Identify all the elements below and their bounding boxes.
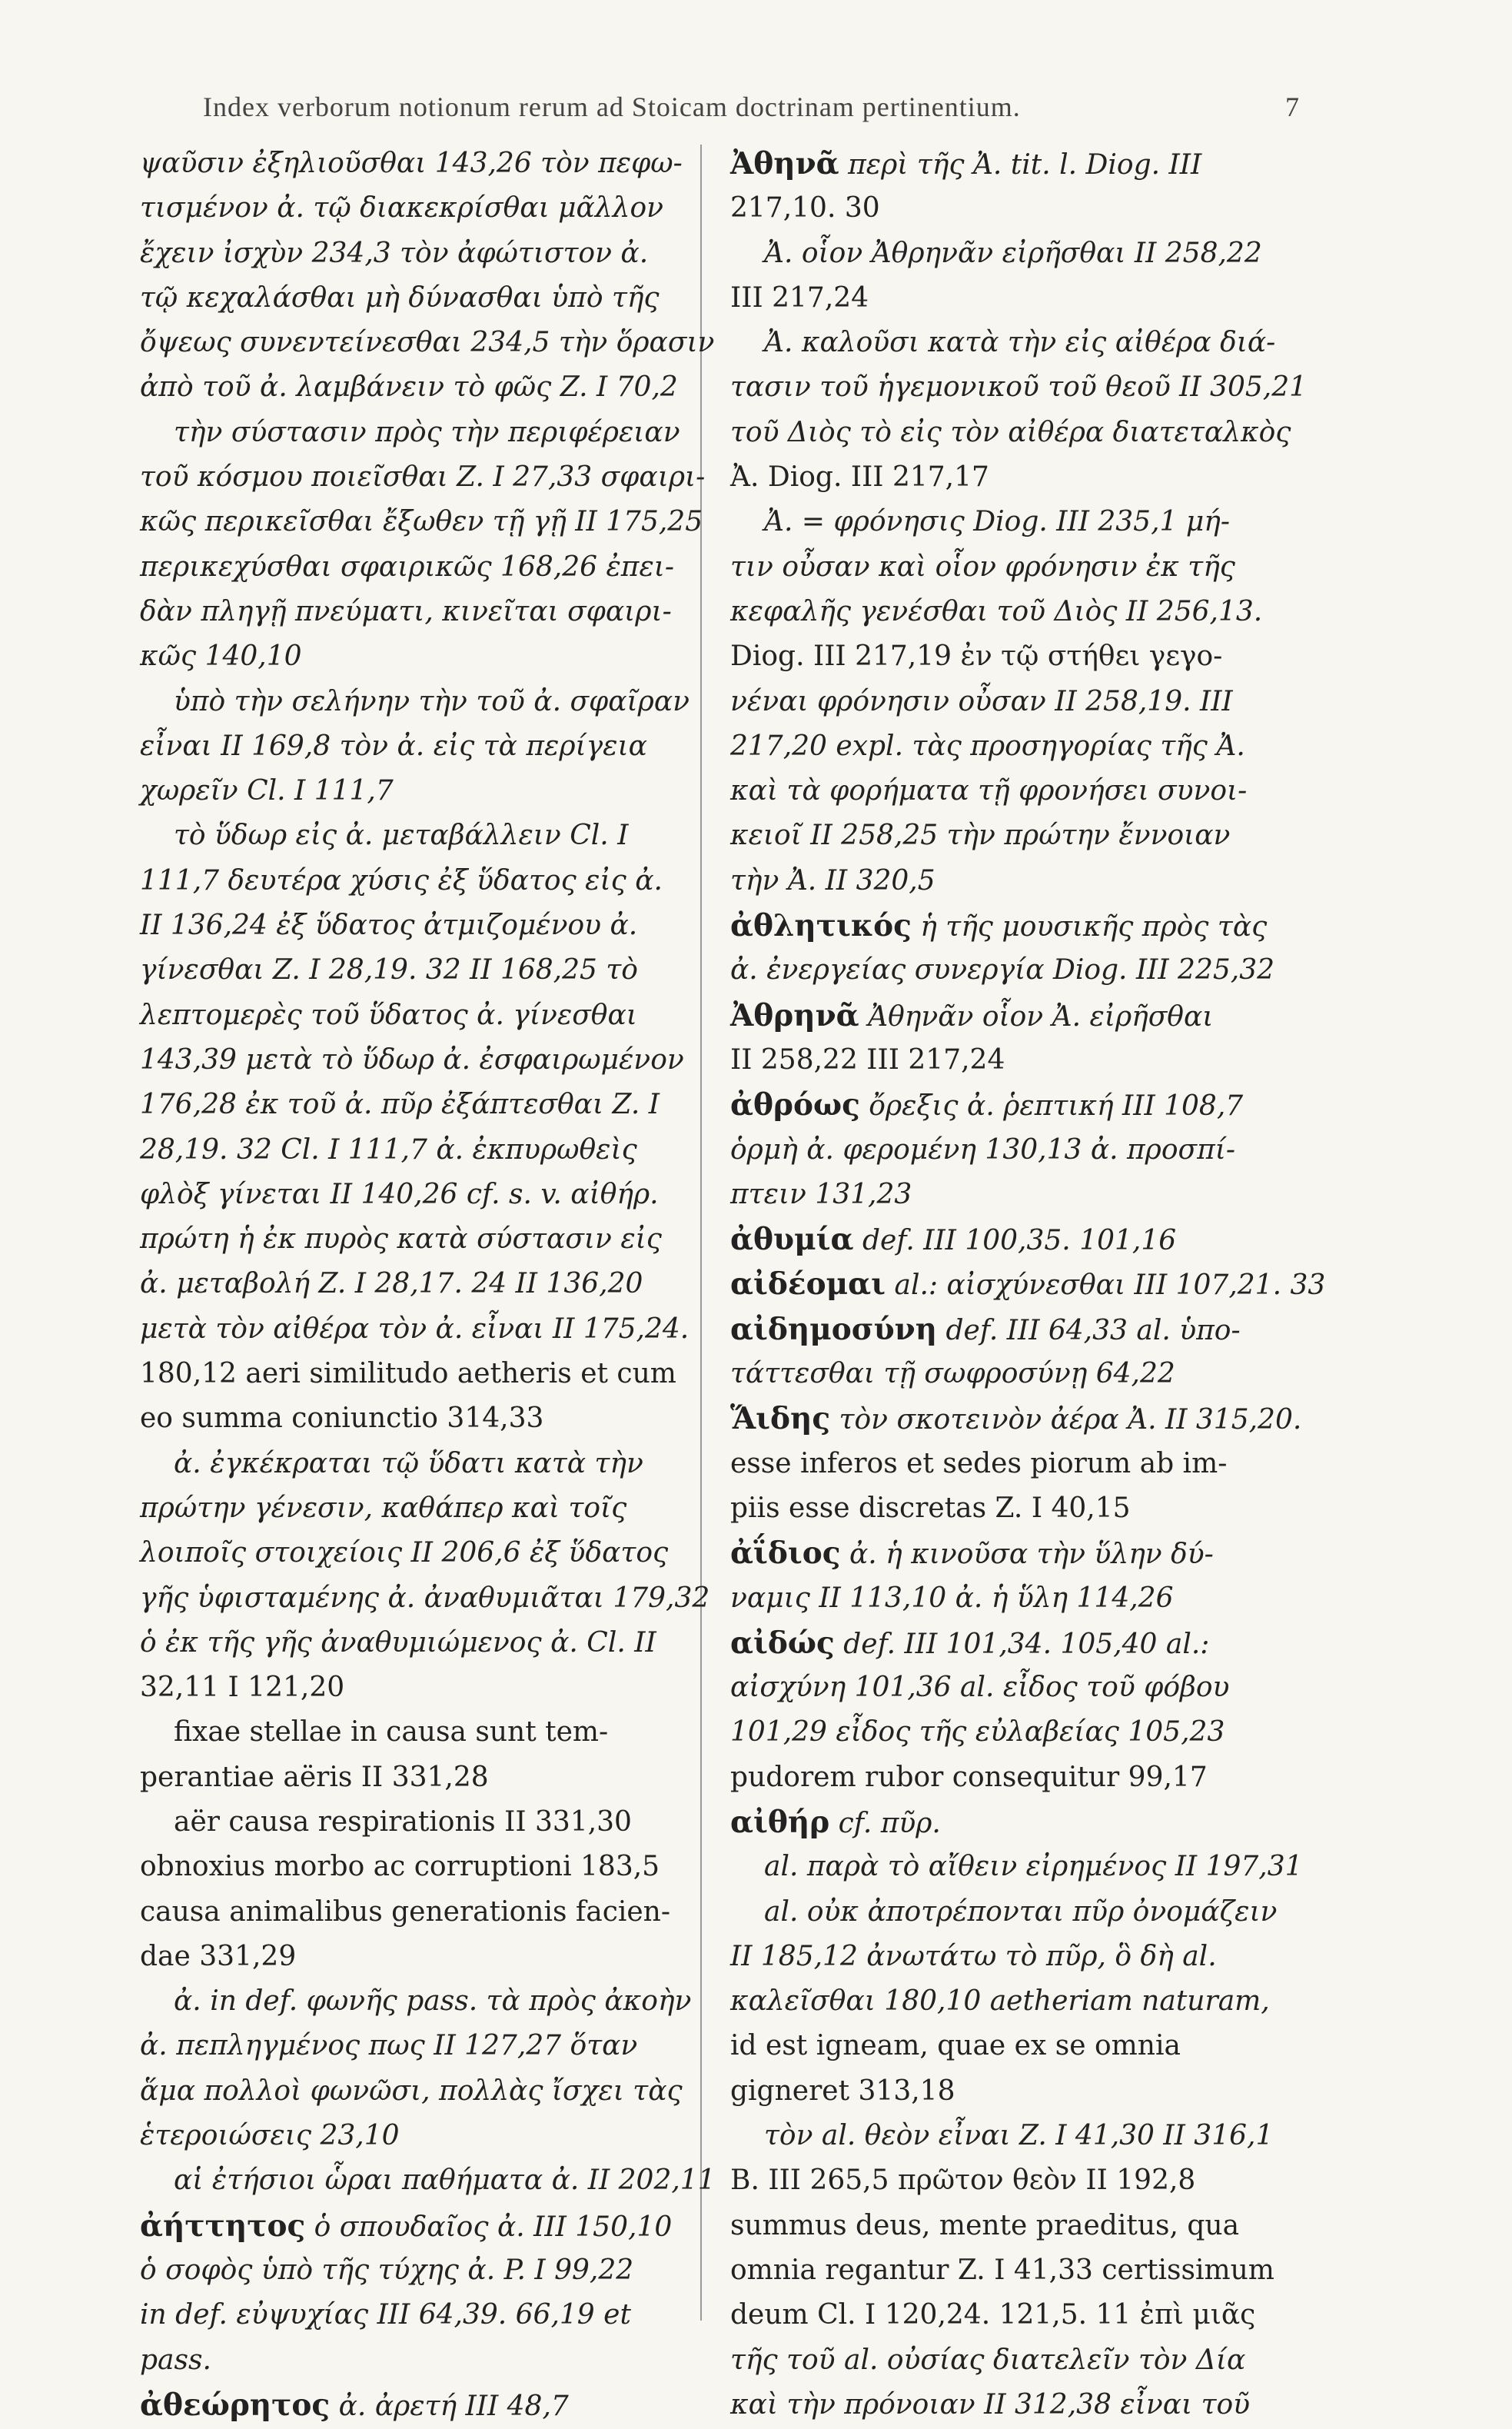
index-text-line bbox=[140, 590, 730, 634]
entry-text: αἰσχύνη 101,36 al. εἶδος τοῦ φόβου bbox=[730, 1672, 1230, 1704]
index-text-line bbox=[140, 500, 730, 544]
entry-text: III 217,24 bbox=[730, 281, 869, 314]
index-text-line bbox=[730, 1576, 1322, 1621]
index-text-line bbox=[140, 186, 730, 231]
entry-text: κειοῖ II 258,25 τὴν πρώτην ἔννοιαν bbox=[730, 820, 1231, 852]
page-number: 7 bbox=[1285, 92, 1299, 122]
entry-text: τῆς τοῦ al. οὐσίας διατελεῖν τὸν Δία bbox=[730, 2344, 1246, 2376]
entry-text: ὑπὸ τὴν σελήνην τὴν τοῦ ἀ. σφαῖραν bbox=[174, 685, 690, 717]
index-text-line bbox=[730, 365, 1322, 410]
index-text-line bbox=[140, 993, 730, 1038]
index-text-line bbox=[140, 2248, 730, 2293]
entry-text: ἀ. ἀρετή III 48,7 bbox=[330, 2390, 569, 2422]
entry-text: ἀ. ἐγκέκραται τῷ ὕδατι κατὰ τὴν bbox=[174, 1447, 643, 1479]
index-entry-line bbox=[730, 1531, 1322, 1576]
entry-text: ἀ. ἡ κινοῦσα τὴν ὕλην δύ- bbox=[840, 1539, 1214, 1571]
index-text-line bbox=[730, 2338, 1322, 2383]
index-text-line bbox=[140, 1890, 730, 1935]
entry-text: cf. πῦρ. bbox=[829, 1807, 941, 1839]
index-text-line bbox=[730, 1173, 1322, 1217]
entry-text: ἀπὸ τοῦ ἀ. λαμβάνειν τὸ φῶς Z. I 70,2 bbox=[140, 371, 678, 404]
page-header bbox=[0, 91, 1512, 137]
index-text-line bbox=[140, 321, 730, 365]
index-text-line bbox=[730, 2383, 1322, 2427]
headword: ἀήττητος bbox=[140, 2208, 306, 2244]
headword: Ἅιδης bbox=[730, 1401, 831, 1437]
headword: ἀθεώρητος bbox=[140, 2387, 331, 2423]
index-text-line bbox=[140, 1396, 730, 1441]
index-text-line bbox=[730, 724, 1322, 769]
entry-text: πρώτη ἡ ἐκ πυρὸς κατὰ σύστασιν εἰς bbox=[140, 1223, 662, 1256]
entry-text: causa animalibus generationis facien- bbox=[140, 1895, 671, 1928]
index-text-line bbox=[140, 1800, 730, 1845]
entry-text: δὰν πληγῇ πνεύματι, κινεῖται σφαιρι- bbox=[140, 595, 672, 627]
entry-text: def. III 101,34. 105,40 al.: bbox=[834, 1628, 1210, 1660]
entry-text: Ἀ. Diog. III 217,17 bbox=[730, 461, 989, 494]
entry-text: pass. bbox=[140, 2344, 211, 2376]
index-text-line bbox=[730, 859, 1322, 903]
entry-text: deum Cl. I 120,24. 121,5. 11 ἐπὶ μιᾶς bbox=[730, 2299, 1256, 2331]
entry-text: 217,10. 30 bbox=[730, 192, 880, 225]
entry-text: 28,19. 32 Cl. I 111,7 ἀ. ἐκπυρωθεὶς bbox=[140, 1133, 637, 1166]
entry-text: περικεχύσθαι σφαιρικῶς 168,26 ἐπει- bbox=[140, 551, 675, 583]
index-text-line bbox=[730, 814, 1322, 858]
entry-text: πτειν 131,23 bbox=[730, 1178, 912, 1210]
index-text-line bbox=[140, 411, 730, 455]
entry-text: dae 331,29 bbox=[140, 1940, 297, 1972]
headword: αἰθήρ bbox=[730, 1804, 830, 1840]
entry-text: obnoxius morbo ac corruptioni 183,5 bbox=[140, 1851, 660, 1883]
index-text-line bbox=[140, 1173, 730, 1217]
headword: ἀθυμία bbox=[730, 1222, 854, 1258]
entry-text: τάττεσθαι τῇ σωφροσύνῃ 64,22 bbox=[730, 1358, 1175, 1390]
index-text-line bbox=[730, 2158, 1322, 2203]
index-text-line bbox=[730, 680, 1322, 724]
entry-text: λοιποῖς στοιχείοις II 206,6 ἐξ ὕδατος bbox=[140, 1537, 669, 1569]
index-text-line bbox=[730, 545, 1322, 590]
index-entry-line bbox=[730, 1217, 1322, 1262]
entry-text: λεπτομερὲς τοῦ ὕδατος ἀ. γίνεσθαι bbox=[140, 999, 637, 1031]
index-text-line bbox=[140, 2024, 730, 2068]
index-entry-line bbox=[140, 2383, 730, 2427]
index-text-line bbox=[140, 1621, 730, 1665]
index-text-line bbox=[730, 769, 1322, 814]
entry-text: 111,7 δευτέρα χύσις ἐξ ὕδατος εἰς ἀ. bbox=[140, 864, 663, 897]
index-text-line bbox=[140, 1979, 730, 2024]
entry-text: al.: αἰσχύνεσθαι III 107,21. 33 bbox=[886, 1269, 1326, 1302]
entry-text: 180,12 aeri similitudo aetheris et cum bbox=[140, 1358, 676, 1390]
entry-text: pudorem rubor consequitur 99,17 bbox=[730, 1761, 1208, 1793]
index-text-line bbox=[140, 2338, 730, 2383]
index-text-line bbox=[730, 276, 1322, 321]
entry-text: ψαῦσιν ἐξηλιοῦσθαι 143,26 τὸν πεφω- bbox=[140, 148, 683, 179]
index-text-line bbox=[140, 1665, 730, 1710]
index-text-line bbox=[140, 1352, 730, 1396]
index-text-line bbox=[730, 231, 1322, 276]
entry-text: τισμένον ἀ. τῷ διακεκρίσθαι μᾶλλον bbox=[140, 192, 664, 225]
entry-text: τασιν τοῦ ἡγεμονικοῦ τοῦ θεοῦ II 305,21 bbox=[730, 371, 1308, 404]
entry-text: ἀ. ἐνεργείας συνεργία Diog. III 225,32 bbox=[730, 954, 1275, 987]
entry-text: εἶναι II 169,8 τὸν ἀ. εἰς τὰ περίγεια bbox=[140, 730, 647, 762]
headword: αἰδέομαι bbox=[730, 1266, 886, 1303]
index-text-line bbox=[730, 1935, 1322, 1979]
entry-text: ναμις II 113,10 ἀ. ἡ ὕλη 114,26 bbox=[730, 1582, 1174, 1614]
index-text-line bbox=[730, 634, 1322, 679]
entry-text: def. III 100,35. 101,16 bbox=[853, 1225, 1177, 1257]
index-text-line bbox=[730, 455, 1322, 500]
entry-text: piis esse discretas Z. I 40,15 bbox=[730, 1492, 1131, 1524]
entry-text: ἀ. πεπληγμένος πως II 127,27 ὅταν bbox=[140, 2030, 638, 2062]
index-text-line bbox=[730, 1038, 1322, 1083]
index-text-line bbox=[140, 231, 730, 276]
entry-text: al. οὐκ ἀποτρέπονται πῦρ ὀνομάζειν bbox=[764, 1895, 1278, 1928]
entry-text: Ἀθηνᾶν οἷον Ἀ. εἰρῆσθαι bbox=[859, 1000, 1214, 1033]
entry-text: ὁ ἐκ τῆς γῆς ἀναθυμιώμενος ἀ. Cl. II bbox=[140, 1626, 656, 1659]
entry-text: καλεῖσθαι 180,10 aetheriam naturam, bbox=[730, 1985, 1270, 2018]
entry-text: fixae stellae in causa sunt tem- bbox=[174, 1716, 609, 1749]
index-text-line bbox=[730, 2069, 1322, 2114]
entry-text: Diog. III 217,19 ἐν τῷ στήθει γεγο- bbox=[730, 641, 1223, 673]
index-text-line bbox=[140, 1083, 730, 1127]
headword: ἀθλητικός bbox=[730, 908, 912, 944]
index-text-line bbox=[140, 634, 730, 679]
entry-text: Ἀ. οἷον Ἀθρηνᾶν εἰρῆσθαι II 258,22 bbox=[764, 237, 1262, 269]
index-text-line bbox=[730, 1845, 1322, 1889]
headword: Ἀθρηνᾶ bbox=[730, 997, 859, 1033]
entry-text: eo summa coniunctio 314,33 bbox=[140, 1402, 544, 1435]
entry-text: ὁρμὴ ἀ. φερομένη 130,13 ἀ. προσπί- bbox=[730, 1133, 1236, 1166]
index-text-line bbox=[140, 545, 730, 590]
entry-text: κῶς 140,10 bbox=[140, 641, 302, 673]
index-text-line bbox=[140, 2158, 730, 2203]
index-entry-line bbox=[730, 993, 1322, 1038]
entry-text: esse inferos et sedes piorum ab im- bbox=[730, 1447, 1228, 1479]
index-text-line bbox=[140, 680, 730, 724]
index-text-line bbox=[730, 321, 1322, 365]
index-entry-line bbox=[730, 1396, 1322, 1441]
entry-text: Ἀ. = φρόνησις Diog. III 235,1 μή- bbox=[764, 506, 1231, 538]
entry-text: χωρεῖν Cl. I 111,7 bbox=[140, 775, 394, 807]
entry-text: φλὸξ γίνεται II 140,26 cf. s. v. αἰθήρ. bbox=[140, 1178, 659, 1210]
entry-text: ὁ σπουδαῖος ἀ. III 150,10 bbox=[305, 2211, 673, 2243]
headword: αἰδώς bbox=[730, 1625, 835, 1661]
entry-text: πρώτην γένεσιν, καθάπερ καὶ τοῖς bbox=[140, 1492, 627, 1524]
headword: αἰδημοσύνη bbox=[730, 1311, 938, 1347]
entry-text: perantiae aëris II 331,28 bbox=[140, 1761, 489, 1793]
index-entry-line bbox=[730, 1307, 1322, 1352]
entry-text: μετὰ τὸν αἰθέρα τὸν ἀ. εἶναι II 175,24. bbox=[140, 1313, 690, 1345]
index-text-line bbox=[140, 1307, 730, 1352]
entry-text: τοῦ Διὸς τὸ εἰς τὸν αἰθέρα διατεταλκὸς bbox=[730, 416, 1291, 448]
index-text-line bbox=[730, 2204, 1322, 2248]
entry-text: γίνεσθαι Z. I 28,19. 32 II 168,25 τὸ bbox=[140, 954, 638, 987]
entry-text: τὴν Ἀ. II 320,5 bbox=[730, 864, 935, 897]
entry-text: τῷ κεχαλάσθαι μὴ δύνασθαι ὑπὸ τῆς bbox=[140, 281, 660, 314]
entry-text: ἀ. in def. φωνῆς pass. τὰ πρὸς ἀκοὴν bbox=[174, 1985, 692, 2018]
index-text-line bbox=[140, 859, 730, 903]
entry-text: def. III 64,33 al. ὑπο- bbox=[937, 1314, 1241, 1346]
running-title: Index verborum notionum rerum ad Stoicam doctrinam pertinentium. bbox=[203, 92, 1021, 122]
index-text-line bbox=[730, 2293, 1322, 2337]
index-text-line bbox=[730, 1755, 1322, 1800]
index-text-line bbox=[730, 1665, 1322, 1710]
entry-text: Ἀ. καλοῦσι κατὰ τὴν εἰς αἰθέρα διά- bbox=[764, 327, 1276, 359]
index-text-line bbox=[140, 455, 730, 500]
entry-text: 176,28 ἐκ τοῦ ἀ. πῦρ ἐξάπτεσθαι Z. I bbox=[140, 1089, 660, 1121]
entry-text: 101,29 εἶδος τῆς εὐλαβείας 105,23 bbox=[730, 1716, 1225, 1749]
entry-text: κῶς περικεῖσθαι ἔξωθεν τῇ γῇ II 175,25 bbox=[140, 506, 703, 538]
index-text-line bbox=[730, 1442, 1322, 1486]
index-text-line bbox=[140, 1217, 730, 1262]
index-text-line bbox=[140, 769, 730, 814]
index-text-line bbox=[140, 1531, 730, 1576]
entry-text: B. III 265,5 πρῶτον θεὸν II 192,8 bbox=[730, 2164, 1196, 2197]
entry-text: καὶ τὴν πρόνοιαν II 312,38 εἶναι τοῦ bbox=[730, 2388, 1251, 2421]
index-text-line bbox=[730, 1352, 1322, 1396]
entry-text: γῆς ὑφισταμένης ἀ. ἀναθυμιᾶται 179,32 bbox=[140, 1582, 710, 1614]
entry-text: 32,11 I 121,20 bbox=[140, 1672, 345, 1704]
entry-text: ὄψεως συνεντείνεσθαι 234,5 τὴν ὅρασιν bbox=[140, 327, 715, 359]
index-text-line bbox=[140, 1486, 730, 1531]
index-text-line bbox=[140, 2069, 730, 2114]
entry-text: τὸν σκοτεινὸν ἀέρα Ἀ. II 315,20. bbox=[830, 1404, 1302, 1436]
index-text-line bbox=[730, 2114, 1322, 2158]
index-entry-line bbox=[730, 1083, 1322, 1127]
index-entry-line bbox=[730, 141, 1322, 186]
index-entry-line bbox=[140, 2204, 730, 2248]
right-column bbox=[730, 141, 1326, 2421]
entry-text: gigneret 313,18 bbox=[730, 2075, 955, 2107]
entry-text: νέναι φρόνησιν οὖσαν II 258,19. III bbox=[730, 685, 1233, 717]
index-entry-line bbox=[730, 1262, 1326, 1306]
entry-text: ἡ τῆς μουσικῆς πρὸς τὰς bbox=[911, 911, 1268, 943]
entry-text: 217,20 expl. τὰς προσηγορίας τῆς Ἀ. bbox=[730, 730, 1245, 762]
entry-text: ὄρεξις ἀ. ῥεπτική III 108,7 bbox=[859, 1090, 1244, 1123]
entry-text: τιν οὖσαν καὶ οἷον φρόνησιν ἐκ τῆς bbox=[730, 551, 1235, 583]
index-text-line bbox=[140, 724, 730, 769]
entry-text: omnia regantur Z. I 41,33 certissimum bbox=[730, 2254, 1274, 2286]
index-text-line bbox=[730, 2248, 1322, 2293]
index-text-line bbox=[140, 1262, 730, 1306]
index-entry-line bbox=[730, 1800, 1322, 1845]
index-text-line bbox=[730, 1128, 1322, 1173]
index-text-line bbox=[140, 1128, 730, 1173]
entry-text: id est igneam, quae ex se omnia bbox=[730, 2030, 1181, 2062]
index-text-line bbox=[140, 1038, 730, 1083]
index-text-line bbox=[730, 500, 1322, 544]
entry-text: ἑτεροιώσεις 23,10 bbox=[140, 2120, 400, 2152]
index-text-line bbox=[140, 948, 730, 993]
entry-text: al. παρὰ τὸ αἴθειν εἰρημένος II 197,31 bbox=[764, 1851, 1303, 1883]
index-text-line bbox=[140, 1710, 730, 1755]
entry-text: ἀ. μεταβολή Z. I 28,17. 24 II 136,20 bbox=[140, 1268, 643, 1300]
index-text-line bbox=[730, 186, 1322, 231]
index-text-line bbox=[140, 141, 730, 186]
index-text-line bbox=[140, 1845, 730, 1889]
entry-text: ἅμα πολλοὶ φωνῶσι, πολλὰς ἴσχει τὰς bbox=[140, 2075, 683, 2107]
index-text-line bbox=[140, 1442, 730, 1486]
index-text-line bbox=[140, 903, 730, 948]
entry-text: τοῦ κόσμου ποιεῖσθαι Z. I 27,33 σφαιρι- bbox=[140, 461, 706, 494]
entry-text: 143,39 μετὰ τὸ ὕδωρ ἀ. ἐσφαιρωμένον bbox=[140, 1043, 684, 1076]
entry-text: summus deus, mente praeditus, qua bbox=[730, 2209, 1240, 2241]
left-column bbox=[140, 141, 730, 2423]
entry-text: ἔχειν ἰσχὺν 234,3 τὸν ἀφώτιστον ἀ. bbox=[140, 237, 649, 269]
entry-text: II 258,22 III 217,24 bbox=[730, 1043, 1005, 1076]
index-text-line bbox=[140, 1576, 730, 1621]
index-entry-line bbox=[730, 903, 1322, 948]
entry-text: τὴν σύστασιν πρὸς τὴν περιφέρειαν bbox=[174, 416, 680, 448]
index-text-line bbox=[730, 411, 1322, 455]
entry-text: καὶ τὰ φορήματα τῇ φρονήσει συνοι- bbox=[730, 775, 1248, 807]
entry-text: τὸν al. θεὸν εἶναι Z. I 41,30 II 316,1 bbox=[764, 2120, 1274, 2152]
headword: ἀθρόως bbox=[730, 1087, 860, 1123]
entry-text: ὁ σοφὸς ὑπὸ τῆς τύχης ἀ. P. I 99,22 bbox=[140, 2254, 634, 2286]
index-text-line bbox=[140, 2114, 730, 2158]
index-text-line bbox=[730, 1979, 1322, 2024]
index-text-line bbox=[140, 1755, 730, 1800]
headword: Ἀθηνᾶ bbox=[730, 146, 839, 181]
index-entry-line bbox=[730, 1621, 1322, 1665]
entry-text: II 136,24 ἐξ ὕδατος ἀτμιζομένου ἀ. bbox=[140, 910, 638, 942]
headword: ἀΐδιος bbox=[730, 1536, 841, 1572]
entry-text: περὶ τῆς Ἀ. tit. l. Diog. III bbox=[839, 149, 1202, 181]
entry-text: II 185,12 ἀνωτάτω τὸ πῦρ, ὃ δὴ al. bbox=[730, 1940, 1217, 1972]
index-text-line bbox=[140, 365, 730, 410]
index-text-line bbox=[140, 814, 730, 858]
entry-text: αἱ ἐτήσιοι ὧραι παθήματα ἀ. II 202,11 bbox=[174, 2164, 716, 2197]
index-text-line bbox=[730, 1710, 1322, 1755]
index-text-line bbox=[140, 2293, 730, 2337]
index-text-line bbox=[730, 2024, 1322, 2068]
entry-text: aër causa respirationis II 331,30 bbox=[174, 1805, 632, 1838]
index-text-line bbox=[140, 276, 730, 321]
index-text-line bbox=[730, 590, 1322, 634]
entry-text: τὸ ὕδωρ εἰς ἀ. μεταβάλλειν Cl. I bbox=[174, 820, 629, 852]
entry-text: in def. εὐψυχίας III 64,39. 66,19 et bbox=[140, 2299, 631, 2331]
index-text-line bbox=[730, 1890, 1322, 1935]
index-text-line bbox=[140, 1935, 730, 1979]
entry-text: κεφαλῆς γενέσθαι τοῦ Διὸς II 256,13. bbox=[730, 595, 1263, 627]
index-text-line bbox=[730, 948, 1322, 993]
index-text-line bbox=[730, 1486, 1322, 1531]
